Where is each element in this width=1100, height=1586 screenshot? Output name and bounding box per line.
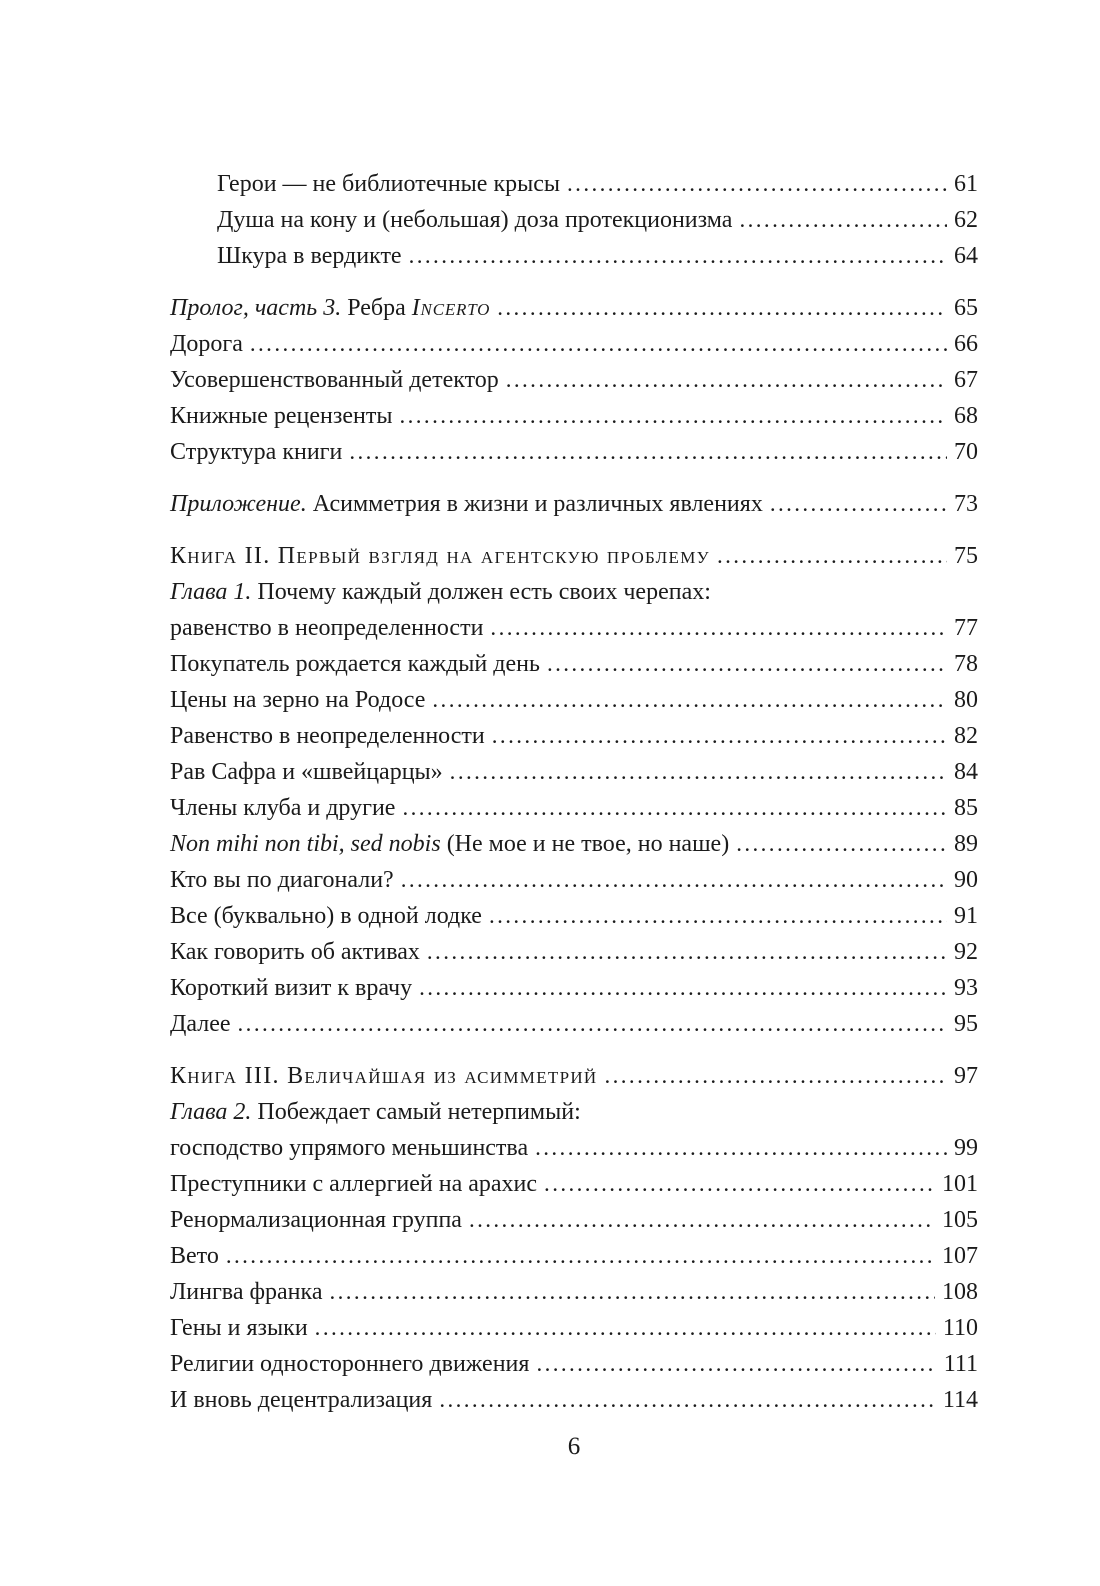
- dot-leader: [238, 1006, 947, 1042]
- toc-title-segment: Non mihi non tibi, sed nobis: [170, 831, 441, 857]
- toc-entry-title: [170, 1166, 537, 1202]
- toc-entry-page: 84: [954, 759, 978, 785]
- toc-entry-title: [170, 1130, 528, 1166]
- toc-entry-title: [217, 202, 732, 238]
- toc-row: [170, 970, 978, 1006]
- toc-entry-title: [170, 1382, 432, 1418]
- toc-title-segment: Члены клуба и другие: [170, 795, 396, 821]
- dot-leader: [427, 934, 947, 970]
- toc-entry-title: [170, 1274, 322, 1310]
- toc-group: [170, 486, 978, 522]
- toc-entry-title: [170, 610, 483, 646]
- toc-title-segment: Лингва франка: [170, 1279, 323, 1305]
- toc-title-segment: Ренормализационная группа: [170, 1207, 462, 1233]
- toc-row: [170, 862, 978, 898]
- toc-row: [170, 1166, 978, 1202]
- toc-title-segment: Как говорить об активах: [170, 939, 420, 965]
- dot-leader: [432, 682, 947, 718]
- toc-title-segment: Цены на зерно на Родосе: [170, 687, 426, 713]
- dot-leader: [399, 398, 947, 434]
- toc-title-segment: (Не мое и не твое, но наше): [440, 831, 730, 857]
- toc-entry-page: 107: [942, 1243, 978, 1269]
- toc-entry-title: [170, 1238, 219, 1274]
- toc-entry-page: 111: [943, 1351, 978, 1377]
- toc-entry-page: 89: [954, 831, 978, 857]
- dot-leader: [450, 754, 947, 790]
- toc-title-segment: Рав Сафра и «швейцарцы»: [170, 759, 443, 785]
- dot-leader: [439, 1382, 936, 1418]
- dot-leader: [419, 970, 947, 1006]
- toc-title-segment: Структура книги: [170, 439, 343, 465]
- toc-title-segment: Гены и языки: [170, 1315, 308, 1341]
- toc-entry-title: [170, 1058, 597, 1094]
- toc-row: [170, 398, 978, 434]
- toc-title-segment: Incerto: [411, 295, 491, 321]
- dot-leader: [489, 898, 947, 934]
- dot-leader: [547, 646, 947, 682]
- dot-leader: [329, 1274, 935, 1310]
- toc-row: [170, 1310, 978, 1346]
- toc-group: [170, 1058, 978, 1418]
- toc-row: [170, 238, 978, 274]
- toc-row: [170, 898, 978, 934]
- footer-page-number: 6: [567, 1433, 581, 1460]
- toc-entry-page: 93: [954, 975, 978, 1001]
- toc-entry-title: [170, 1310, 308, 1346]
- toc-entry-page: 66: [954, 331, 978, 357]
- dot-leader: [409, 238, 947, 274]
- dot-leader: [770, 486, 947, 522]
- toc-row: [170, 1202, 978, 1238]
- toc-row: [170, 1382, 978, 1418]
- toc-entry-page: 65: [954, 295, 978, 321]
- dot-leader: [739, 202, 947, 238]
- toc-title-segment: Ребра: [341, 295, 412, 321]
- toc-entry-page: 73: [954, 491, 978, 517]
- toc-entry-title: [170, 1202, 462, 1238]
- toc-entry-title: [170, 362, 499, 398]
- dot-leader: [402, 790, 947, 826]
- toc-entry-title: [170, 486, 763, 522]
- toc-entry-page: 85: [954, 795, 978, 821]
- toc-entry-page: 75: [954, 543, 978, 569]
- toc-title-segment: И вновь децентрализация: [170, 1387, 433, 1413]
- toc-group: [170, 538, 978, 1042]
- toc-entry-title: [170, 398, 392, 434]
- dot-leader: [544, 1166, 935, 1202]
- toc-entry-title: [170, 1006, 231, 1042]
- toc-row: [170, 486, 978, 522]
- toc-title-segment: Книга II. Первый взгляд на агентскую проблему: [170, 543, 710, 569]
- toc-entry-page: 68: [954, 403, 978, 429]
- toc-row: [170, 718, 978, 754]
- toc-title-segment: Шкура в вердикте: [217, 243, 402, 269]
- toc-entry-title: [170, 718, 485, 754]
- dot-leader: [250, 326, 947, 362]
- toc-entry-page: 110: [942, 1315, 978, 1341]
- toc-entry-page: 70: [954, 439, 978, 465]
- toc-row: [170, 1006, 978, 1042]
- toc-title-segment: Книга III. Величайшая из асимметрий: [170, 1063, 598, 1089]
- toc-entry-title: [170, 574, 711, 610]
- dot-leader: [736, 826, 947, 862]
- toc-entry-title: [170, 898, 482, 934]
- toc-entry-title: [217, 166, 560, 202]
- toc-row: [170, 1058, 978, 1094]
- toc-row: [170, 1238, 978, 1274]
- toc-title-segment: Приложение.: [170, 491, 307, 517]
- toc-title-segment: равенство в неопределенности: [170, 615, 484, 641]
- toc-title-segment: Усовершенствованный детектор: [170, 367, 499, 393]
- toc: [170, 166, 978, 1418]
- toc-row: [170, 646, 978, 682]
- toc-row: [170, 574, 978, 610]
- toc-entry-title: [170, 754, 443, 790]
- toc-entry-page: 97: [954, 1063, 978, 1089]
- toc-row: [170, 826, 978, 862]
- dot-leader: [492, 718, 947, 754]
- toc-entry-title: [170, 538, 710, 574]
- toc-title-segment: господство упрямого меньшинства: [170, 1135, 529, 1161]
- toc-title-segment: Асимметрия в жизни и различных явлениях: [306, 491, 763, 517]
- toc-row: [170, 290, 978, 326]
- toc-entry-title: [170, 290, 490, 326]
- dot-leader: [536, 1346, 936, 1382]
- dot-leader: [567, 166, 947, 202]
- toc-row: [170, 610, 978, 646]
- toc-title-segment: Все (буквально) в одной лодке: [170, 903, 482, 929]
- toc-entry-page: 82: [954, 723, 978, 749]
- toc-row: [170, 326, 978, 362]
- dot-leader: [604, 1058, 947, 1094]
- toc-entry-page: 114: [942, 1387, 978, 1413]
- dot-leader: [349, 434, 947, 470]
- toc-entry-title: [170, 970, 412, 1006]
- toc-group: [170, 166, 978, 274]
- toc-group: [170, 290, 978, 470]
- toc-title-segment: Душа на кону и (небольшая) доза протекционизма: [217, 207, 733, 233]
- toc-row: [170, 1130, 978, 1166]
- toc-entry-title: [170, 682, 425, 718]
- toc-row: [170, 434, 978, 470]
- toc-entry-title: [170, 1094, 581, 1130]
- toc-entry-title: [170, 790, 395, 826]
- toc-entry-page: 64: [954, 243, 978, 269]
- toc-row: [170, 934, 978, 970]
- dot-leader: [315, 1310, 936, 1346]
- toc-title-segment: Дорога: [170, 331, 243, 357]
- toc-row: [170, 166, 978, 202]
- toc-entry-page: 101: [942, 1171, 978, 1197]
- toc-entry-page: 61: [954, 171, 978, 197]
- toc-entry-page: 90: [954, 867, 978, 893]
- dot-leader: [469, 1202, 935, 1238]
- toc-entry-page: 95: [954, 1011, 978, 1037]
- toc-title-segment: Кто вы по диагонали?: [170, 867, 394, 893]
- toc-row: [170, 202, 978, 238]
- toc-title-segment: Глава 1.: [170, 579, 252, 605]
- toc-entry-title: [170, 646, 540, 682]
- dot-leader: [717, 538, 947, 574]
- toc-row: [170, 682, 978, 718]
- toc-title-segment: Побеждает самый нетерпимый:: [251, 1099, 581, 1125]
- toc-title-segment: Покупатель рождается каждый день: [170, 651, 540, 677]
- toc-entry-page: 80: [954, 687, 978, 713]
- toc-title-segment: Герои — не библиотечные крысы: [217, 171, 561, 197]
- toc-title-segment: Глава 2.: [170, 1099, 252, 1125]
- toc-title-segment: Книжные рецензенты: [170, 403, 393, 429]
- dot-leader: [401, 862, 947, 898]
- toc-entry-title: [170, 934, 420, 970]
- toc-row: [170, 538, 978, 574]
- toc-entry-title: [170, 862, 394, 898]
- toc-entry-page: 92: [954, 939, 978, 965]
- toc-entry-title: [170, 1346, 529, 1382]
- toc-entry-page: 108: [942, 1279, 978, 1305]
- toc-entry-title: [217, 238, 402, 274]
- toc-row: [170, 1274, 978, 1310]
- toc-entry-page: 78: [954, 651, 978, 677]
- toc-row: [170, 754, 978, 790]
- toc-entry-title: [170, 434, 342, 470]
- dot-leader: [226, 1238, 935, 1274]
- toc-row: [170, 790, 978, 826]
- toc-title-segment: Короткий визит к врачу: [170, 975, 413, 1001]
- dot-leader: [497, 290, 947, 326]
- toc-title-segment: Равенство в неопределенности: [170, 723, 485, 749]
- toc-entry-title: [170, 326, 243, 362]
- toc-row: [170, 362, 978, 398]
- toc-title-segment: Религии одностороннего движения: [170, 1351, 530, 1377]
- toc-entry-page: 99: [954, 1135, 978, 1161]
- toc-entry-page: 91: [954, 903, 978, 929]
- dot-leader: [535, 1130, 947, 1166]
- toc-entry-title: [170, 826, 729, 862]
- toc-row: [170, 1346, 978, 1382]
- toc-entry-page: 77: [954, 615, 978, 641]
- toc-title-segment: Вето: [170, 1243, 219, 1269]
- toc-title-segment: Почему каждый должен есть своих черепах:: [251, 579, 711, 605]
- dot-leader: [506, 362, 947, 398]
- toc-entry-page: 62: [954, 207, 978, 233]
- toc-title-segment: Пролог, часть 3.: [170, 295, 342, 321]
- toc-entry-page: 67: [954, 367, 978, 393]
- toc-row: [170, 1094, 978, 1130]
- toc-title-segment: Далее: [170, 1011, 231, 1037]
- dot-leader: [490, 610, 947, 646]
- toc-entry-page: 105: [942, 1207, 978, 1233]
- toc-title-segment: Преступники с аллергией на арахис: [170, 1171, 538, 1197]
